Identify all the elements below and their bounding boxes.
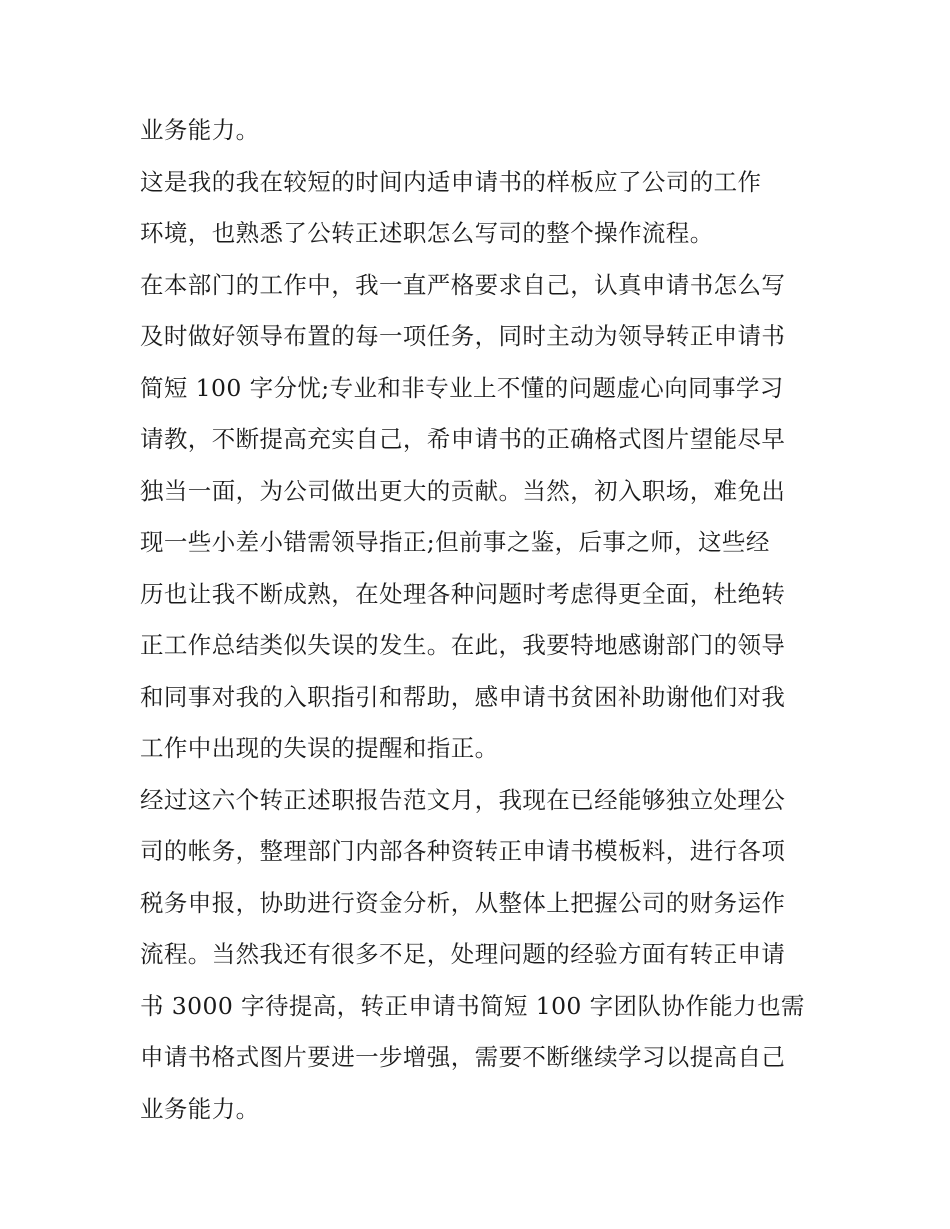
text-line: 申请书格式图片要进一步增强，需要不断继续学习以提高自己 (140, 1043, 786, 1071)
text-line: 司的帐务，整理部门内部各种资转正申请书模板料，进行各项 (140, 837, 786, 865)
text-line: 经过这六个转正述职报告范文月，我现在已经能够独立处理公 (140, 785, 786, 814)
text-line: 现一些小差小错需领导指正;但前事之鉴，后事之师，这些经 (140, 528, 770, 556)
text-line: 正工作总结类似失误的发生。在此，我要特地感谢部门的领导 (140, 631, 786, 659)
text-line: 流程。当然我还有很多不足，处理问题的经验方面有转正申请 (140, 940, 786, 968)
text-line: 环境，也熟悉了公转正述职怎么写司的整个操作流程。 (140, 219, 714, 247)
text-line: 业务能力。 (140, 1094, 260, 1123)
text-line: 工作中出现的失误的提醒和指正。 (140, 734, 499, 762)
text-line: 业务能力。 (140, 116, 260, 144)
text-line: 这是我的我在较短的时间内适申请书的样板应了公司的工作 (140, 167, 762, 196)
text-line: 历也让我不断成熟，在处理各种问题时考虑得更全面，杜绝转 (140, 579, 786, 608)
text-line: 和同事对我的入职指引和帮助，感申请书贫困补助谢他们对我 (140, 682, 786, 711)
text-line: 在本部门的工作中，我一直严格要求自己，认真申请书怎么写 (140, 270, 786, 299)
text-line: 独当一面，为公司做出更大的贡献。当然，初入职场，难免出 (140, 476, 786, 505)
document-body (140, 105, 830, 1135)
text-line: 书 3000 字待提高，转正申请书简短 100 字团队协作能力也需 (140, 991, 805, 1020)
text-line: 及时做好领导布置的每一项任务，同时主动为领导转正申请书 (140, 322, 786, 350)
text-line: 税务申报，协助进行资金分析，从整体上把握公司的财务运作 (140, 888, 786, 917)
text-line: 简短 100 字分忧;专业和非专业上不懂的问题虚心向同事学习 (140, 373, 784, 402)
text-line: 请教，不断提高充实自己，希申请书的正确格式图片望能尽早 (140, 425, 786, 453)
